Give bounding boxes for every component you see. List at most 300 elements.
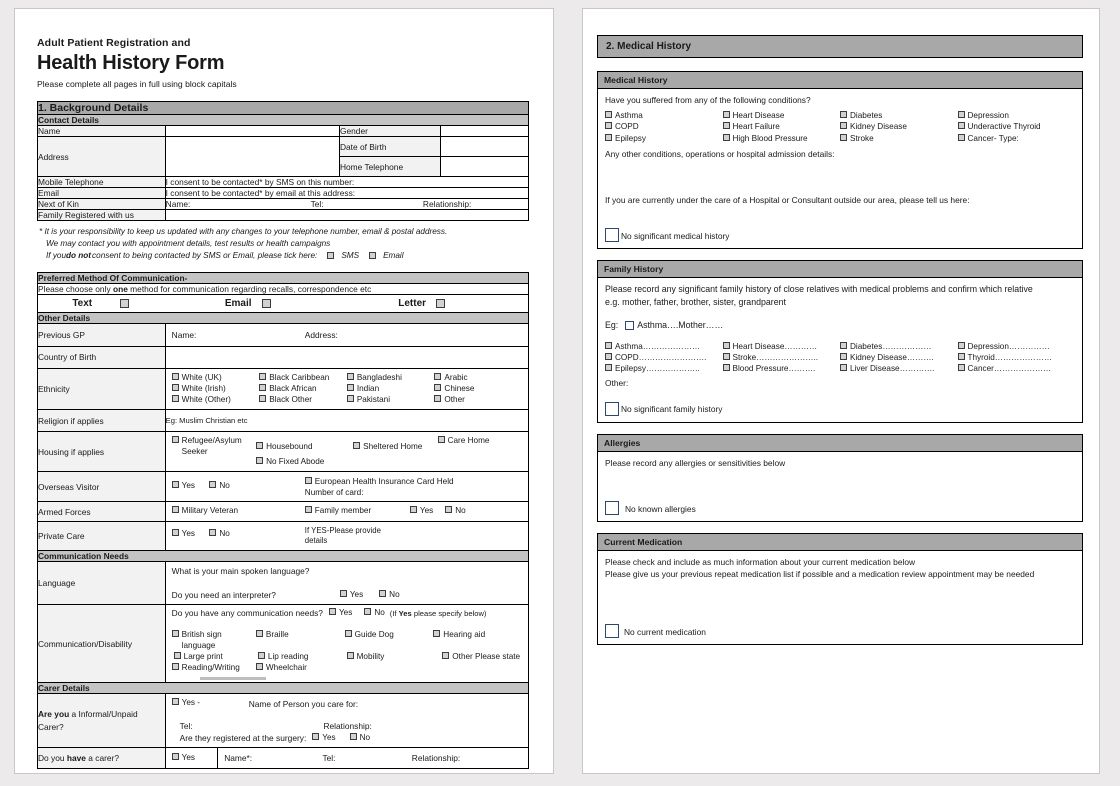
option-housing-no-fixed-abode[interactable] [256,457,353,467]
option-label: Chinese [444,383,475,393]
option-large-print[interactable] [172,652,256,662]
option-label: No [359,732,371,742]
note-line-2: We may contact you with appointment details, test results or health campaigns [46,238,331,248]
checkbox-icon[interactable] [172,663,179,670]
option-label: Yes [419,506,434,516]
option-have-carer-yes[interactable] [172,753,195,763]
label-communication-disability: Communication/Disability [38,605,166,683]
label-language: Language [38,561,166,604]
checkbox-icon[interactable] [350,733,357,740]
label-name: Name [38,126,166,137]
label-no-current-medication: No current medication [624,626,706,637]
contact-details-band: Contact Details [38,115,529,126]
nok-relationship-label: Relationship: [422,199,472,209]
option-mobility[interactable] [345,652,434,662]
label-no-significant-medical-history: No significant medical history [621,231,730,242]
email-consent-text: I consent to be contacted* by email at this address: [165,188,528,199]
option-label: Refugee/Asylum Seeker [181,436,242,456]
option-condition-cancer[interactable] [958,134,1076,144]
table-row [38,126,529,137]
option-lip-reading[interactable] [256,652,345,662]
label-registered-question: Are they registered at the surgery: [179,732,307,743]
option-family-blood-pressure[interactable] [723,364,841,374]
checkbox-icon[interactable] [723,111,730,118]
checkbox-icon[interactable] [347,652,354,659]
write-in-line [200,677,266,680]
checkbox-icon[interactable] [958,342,965,349]
table-row [38,410,529,432]
checkbox-icon[interactable] [256,442,263,449]
option-label: Heart Disease [732,111,785,121]
checkbox-icon[interactable] [172,436,179,443]
preferred-method-options [38,294,529,312]
checkbox-icon[interactable] [958,134,965,141]
option-label: Bangladeshi [356,372,402,382]
option-interpreter-no[interactable] [379,590,399,600]
checkbox-icon[interactable] [340,590,347,597]
option-label: Other [444,395,465,405]
input-family-registered[interactable] [165,210,528,221]
table-row [38,683,529,694]
checkbox-icon[interactable] [345,630,352,637]
form-instruction: Please complete all pages in full using block capitals [37,79,237,89]
table-row [38,272,529,283]
hint-bold: Yes [398,608,412,618]
option-informal-carer-yes[interactable] [172,698,249,708]
allergies-instruction: Please record any allergies or sensitivities below [605,457,786,468]
option-family-depression[interactable] [958,342,1076,352]
checkbox-icon[interactable] [605,122,612,129]
carer-details-band: Carer Details [38,683,529,694]
checkbox-icon[interactable] [958,111,965,118]
option-hearing-aid[interactable] [433,630,522,651]
checkbox-icon[interactable] [958,122,965,129]
checkbox-icon[interactable] [259,395,266,402]
preferred-method-instruction [38,283,529,294]
checkbox-icon[interactable] [347,395,354,402]
checkbox-icon[interactable] [259,384,266,391]
checkbox-icon[interactable] [434,395,441,402]
prev-gp-address-label: Address: [304,329,338,340]
table-row [38,283,529,294]
private-care-options [165,521,528,550]
option-label: Diabetes [850,111,883,121]
checkbox-icon[interactable] [312,733,319,740]
table-row [38,561,529,604]
checkbox-no-current-medication[interactable] [605,624,619,638]
checkbox-icon[interactable] [840,134,847,141]
option-ethnicity-indian[interactable] [347,384,435,394]
checkbox-icon[interactable] [305,506,312,513]
option-label: Kidney Disease [850,122,907,132]
option-braille[interactable] [256,630,345,651]
label-housing: Housing if applies [38,432,166,472]
note-line-3 [39,250,529,262]
checkbox-no-significant-medical-history[interactable] [605,228,619,242]
option-family-asthma[interactable] [605,342,723,352]
input-home-telephone[interactable] [440,157,528,177]
label-gender: Gender [339,126,440,137]
option-condition-asthma[interactable] [605,111,723,121]
label-bold: Are you [38,709,70,720]
option-reading-writing[interactable] [172,663,256,673]
option-family-stroke[interactable] [723,353,841,363]
option-label: Sheltered Home [363,441,423,451]
checkbox-eg-asthma[interactable] [625,321,634,330]
option-label: Military Veteran [181,506,239,516]
other-conditions-input[interactable] [605,160,1075,194]
nok-tel-label: Tel: [310,199,324,209]
label-carer-tel: Tel: [179,720,193,731]
label-a: Do you [38,753,67,764]
table-row [38,312,529,323]
current-medication-body [598,551,1082,644]
option-label: Care Home [447,436,490,446]
option-armed-forces-yes[interactable] [410,506,433,516]
checkbox-icon[interactable] [723,342,730,349]
option-label: Large print [183,651,223,661]
label-armed-forces: Armed Forces [38,502,166,521]
family-other-input[interactable] [605,390,1075,402]
option-ethnicity-white-irish[interactable] [172,384,260,394]
checkbox-icon[interactable] [723,134,730,141]
input-date-of-birth[interactable] [440,137,528,157]
option-housing-sheltered[interactable] [353,442,437,452]
option-overseas-yes[interactable] [172,481,195,491]
checkbox-icon[interactable] [305,477,312,484]
option-label: COPD……………………. [615,352,707,362]
label-pm-letter: Letter [398,297,427,309]
option-ethnicity-white-other[interactable] [172,395,260,405]
option-condition-diabetes[interactable] [840,111,958,121]
checkbox-icon[interactable] [172,395,179,402]
option-housing-refugee[interactable] [172,436,256,457]
option-label: Epilepsy……………….. [615,364,700,374]
checkbox-icon[interactable] [258,652,265,659]
option-ethnicity-bangladeshi[interactable] [347,373,435,383]
checkbox-icon[interactable] [442,652,449,659]
option-family-cancer[interactable] [958,364,1076,374]
label-pm-text: Text [72,297,93,309]
checkbox-icon[interactable] [172,506,179,513]
other-details-band: Other Details [38,312,529,323]
checkbox-icon[interactable] [353,442,360,449]
note-line-1: * It is your responsibility to keep us updated with any changes to your telephone number, email & postal address. [39,227,448,236]
checkbox-icon[interactable] [840,364,847,371]
label-no-sms: SMS [341,250,360,260]
housing-options [165,432,528,472]
option-comm-needs-no[interactable] [364,608,384,618]
option-family-liver-disease[interactable] [840,364,958,374]
option-condition-copd[interactable] [605,122,723,132]
option-label: No [389,589,400,599]
option-label: No Fixed Abode [266,456,325,466]
input-gender[interactable] [440,126,528,137]
option-label: No [374,608,385,618]
option-private-care-no[interactable] [209,529,229,539]
table-row [38,102,529,115]
checkbox-icon[interactable] [172,529,179,536]
checkbox-icon[interactable] [172,753,179,760]
label-address: Address [38,137,166,177]
overseas-options [165,472,528,502]
table-row [38,694,529,748]
note-line-3-b: consent to being contacted by SMS or Email, please tick here: [92,250,318,260]
option-ethnicity-black-other[interactable] [259,395,347,405]
checkbox-icon[interactable] [840,353,847,360]
have-carer-fields [165,747,528,768]
checkbox-icon[interactable] [434,384,441,391]
option-label: Yes [181,528,196,538]
option-label: Asthma [615,111,643,121]
checkbox-icon[interactable] [958,364,965,371]
checkbox-icon[interactable] [329,608,336,615]
private-care-hint: If YES-Please provide details [304,525,381,545]
current-medication-heading: Current Medication [598,534,1082,551]
pm-instruction-b: method for communication regarding recalls, correspondence etc [127,283,372,294]
label-overseas-visitor: Overseas Visitor [38,472,166,502]
label-religion: Religion if applies [38,410,166,432]
checkbox-pm-letter[interactable] [436,299,445,308]
checkbox-icon[interactable] [723,353,730,360]
table-row [38,502,529,521]
option-label: Liver Disease…………. [850,364,935,374]
option-ethnicity-chinese[interactable] [434,384,522,394]
option-label: Mobility [356,651,385,661]
option-label: Heart Failure [732,122,780,132]
religion-hint[interactable]: Eg: Muslim Christian etc [165,410,528,432]
checkbox-icon[interactable] [445,506,452,513]
input-name[interactable] [165,126,339,137]
label-pm-email: Email [224,297,252,309]
checkbox-icon[interactable] [723,122,730,129]
option-label: Epilepsy [615,133,646,143]
option-housing-housebound[interactable] [256,442,353,452]
page-1 [14,8,554,774]
option-ethnicity-other[interactable] [434,395,522,405]
checkbox-icon[interactable] [723,364,730,371]
checkbox-icon[interactable] [958,353,965,360]
family-other-label: Other: [605,378,629,389]
option-label: Arabic [444,372,468,382]
option-condition-depression[interactable] [958,111,1076,121]
hospital-care-input[interactable] [605,206,1075,226]
table-row [38,747,529,768]
option-private-care-yes[interactable] [172,529,195,539]
section-2-header: 2. Medical History [598,36,1082,57]
option-ethnicity-white-uk[interactable] [172,373,260,383]
details-table [37,272,529,770]
option-condition-heart-failure[interactable] [723,122,841,132]
option-label: Yes - [181,698,201,708]
option-label: Guide Dog [354,630,394,640]
label-carer-relationship: Relationship: [323,720,372,731]
checkbox-icon[interactable] [433,630,440,637]
checkbox-icon[interactable] [259,373,266,380]
checkbox-icon[interactable] [840,342,847,349]
current-medication-input[interactable] [605,580,1075,624]
option-military-veteran[interactable] [172,506,305,516]
option-family-heart-disease[interactable] [723,342,841,352]
option-family-thyroid[interactable] [958,353,1076,363]
checkbox-icon[interactable] [256,663,263,670]
checkbox-icon[interactable] [605,134,612,141]
option-guide-dog[interactable] [345,630,434,651]
family-history-instruction-1: Please record any significant family history of close relatives with medical problems and confirm which relative [605,284,1033,295]
checkbox-icon[interactable] [172,384,179,391]
checkbox-pm-email[interactable] [262,299,271,308]
option-ethnicity-black-caribbean[interactable] [259,373,347,383]
option-label: Asthma………………… [615,341,701,351]
checkbox-icon[interactable] [605,111,612,118]
ethnicity-options [165,368,528,410]
form-subtitle-top: Adult Patient Registration and [37,37,191,49]
option-label: Yes [338,608,353,618]
checkbox-icon[interactable] [840,122,847,129]
family-history-instruction-2: e.g. mother, father, brother, sister, grandparent [605,297,786,308]
option-comm-needs-yes[interactable] [329,608,352,618]
checkbox-icon[interactable] [256,457,263,464]
checkbox-no-known-allergies[interactable] [605,501,619,515]
page-2 [582,8,1100,774]
option-other-please-state[interactable] [433,652,522,662]
table-row [38,368,529,410]
table-row [38,294,529,312]
checkbox-icon[interactable] [172,698,179,705]
checkbox-pm-text[interactable] [120,299,129,308]
table-row [38,550,529,561]
input-address[interactable] [165,137,339,177]
option-family-copd[interactable] [605,353,723,363]
prev-gp-name-label: Name: [171,329,197,340]
option-label: British sign language [181,630,222,650]
checkbox-icon[interactable] [605,364,612,371]
option-family-kidney-disease[interactable] [840,353,958,363]
option-ethnicity-black-african[interactable] [259,384,347,394]
previous-gp-fields[interactable] [165,323,528,346]
table-row [38,323,529,346]
option-label: Hearing aid [443,630,486,640]
option-ethnicity-arabic[interactable] [434,373,522,383]
checkbox-icon[interactable] [379,590,386,597]
pm-instruction-a: Please choose only [38,283,113,294]
language-fields [165,561,528,604]
mobile-consent-text: I consent to be contacted* by SMS on this number: [165,177,528,188]
checkbox-icon[interactable] [438,436,445,443]
option-label: Heart Disease………… [732,341,818,351]
label-email: Email [38,188,166,199]
checkbox-icon[interactable] [364,608,371,615]
option-label: No [219,481,230,491]
section-1-header: 1. Background Details [38,102,529,115]
option-label: Diabetes……………… [850,341,932,351]
label-eg-example: Asthma….Mother…… [637,319,724,330]
option-label: White (Other) [181,395,231,405]
section-2-header-panel [597,35,1083,58]
option-british-sign-language[interactable] [172,630,256,651]
disability-fields [165,605,528,683]
option-armed-forces-no[interactable] [445,506,465,516]
option-carer-registered-no[interactable] [350,733,370,743]
option-condition-underactive-thyroid[interactable] [958,122,1076,132]
table-row [38,521,529,550]
next-of-kin-fields[interactable] [165,199,528,210]
checkbox-icon[interactable] [209,529,216,536]
label-ethnicity: Ethnicity [38,368,166,410]
label-bold: have [66,753,86,764]
option-label: Stroke [850,133,874,143]
consent-note [39,226,529,262]
option-ethnicity-pakistani[interactable] [347,395,435,405]
label-have-carer-relationship: Relationship: [411,752,461,763]
option-condition-heart-disease[interactable] [723,111,841,121]
checkbox-icon[interactable] [172,373,179,380]
option-condition-epilepsy[interactable] [605,134,723,144]
checkbox-icon[interactable] [174,652,181,659]
option-carer-registered-yes[interactable] [312,733,335,743]
option-condition-kidney-disease[interactable] [840,122,958,132]
option-overseas-no[interactable] [209,481,229,491]
current-medication-line-1: Please check and include as much information about your current medication below [605,556,916,567]
allergies-input[interactable] [605,469,1075,501]
option-wheelchair[interactable] [256,663,345,673]
checkbox-icon[interactable] [410,506,417,513]
checkbox-icon[interactable] [209,481,216,488]
family-history-panel [597,260,1083,422]
checkbox-icon[interactable] [172,481,179,488]
note-line-3-a: If you [46,250,67,260]
checkbox-icon[interactable] [256,630,263,637]
checkbox-icon[interactable] [172,630,179,637]
informal-carer-fields [165,694,528,748]
option-label: Wheelchair [265,663,307,673]
checkbox-icon[interactable] [840,111,847,118]
checkbox-no-sms[interactable] [327,252,334,259]
label-country-of-birth: Country of Birth [38,346,166,368]
checkbox-icon[interactable] [347,384,354,391]
checkbox-icon[interactable] [605,353,612,360]
checkbox-no-significant-family-history[interactable] [605,402,619,416]
medical-history-panel [597,71,1083,249]
option-label: Depression…………… [967,341,1050,351]
option-label: Cancer- Type: [967,133,1019,143]
checkbox-icon[interactable] [347,373,354,380]
label-have-carer-tel: Tel: [322,752,336,763]
other-conditions-prompt: Any other conditions, operations or hospital admission details: [605,148,835,159]
label-private-care: Private Care [38,521,166,550]
table-row [38,605,529,683]
checkbox-no-email[interactable] [369,252,376,259]
option-ehic[interactable] [305,477,454,487]
option-family-member[interactable] [305,506,410,516]
option-condition-high-blood-pressure[interactable] [723,134,841,144]
checkbox-icon[interactable] [605,342,612,349]
allergies-panel [597,434,1083,522]
option-housing-care-home[interactable] [438,436,522,446]
disability-hint [390,609,487,618]
communication-needs-band: Communication Needs [38,550,529,561]
option-label: Braille [265,630,289,640]
nok-name-label: Name: [165,199,191,209]
option-family-epilepsy[interactable] [605,364,723,374]
allergies-heading: Allergies [598,435,1082,452]
option-condition-stroke[interactable] [840,134,958,144]
medical-history-question: Have you suffered from any of the following conditions? [605,95,811,105]
checkbox-icon[interactable] [434,373,441,380]
input-country-of-birth[interactable] [165,346,528,368]
option-interpreter-yes[interactable] [340,590,363,600]
option-family-diabetes[interactable] [840,342,958,352]
